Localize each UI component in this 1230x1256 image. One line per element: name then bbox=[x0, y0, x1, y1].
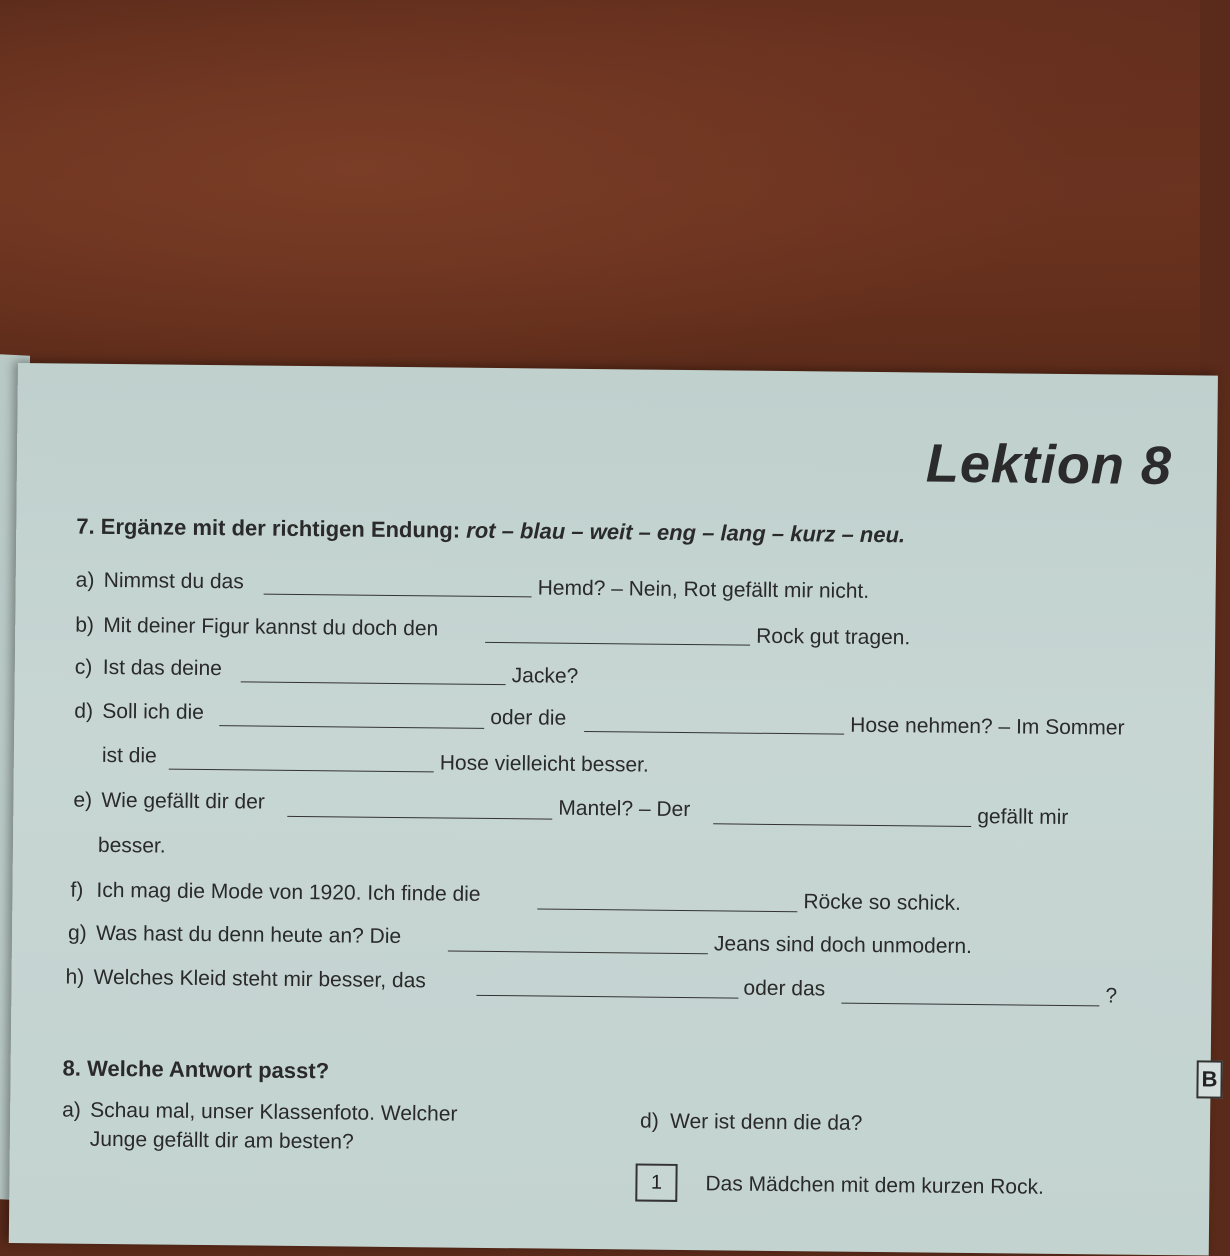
answer-blank-h2[interactable] bbox=[841, 1003, 1099, 1007]
item-b-text-2: Rock gut tragen. bbox=[756, 624, 911, 650]
item-d-text-2: oder die bbox=[490, 705, 567, 730]
item-8a-line-1: Schau mal, unser Klassenfoto. Welcher bbox=[90, 1098, 458, 1126]
item-e-text-1: Wie gefällt dir der bbox=[101, 788, 265, 814]
item-e-text-4: besser. bbox=[97, 833, 166, 858]
item-d-text-3: Hose nehmen? – Im Sommer bbox=[850, 713, 1125, 740]
exercise-7-heading bbox=[76, 514, 905, 549]
item-8d-label: d) bbox=[639, 1109, 659, 1133]
answer-blank-f[interactable] bbox=[537, 908, 797, 912]
lesson-title: Lektion 8 bbox=[925, 433, 1173, 497]
item-f-text-1: Ich mag die Mode von 1920. Ich finde die bbox=[96, 878, 481, 906]
item-8a-line-2: Junge gefällt dir am besten? bbox=[89, 1127, 354, 1154]
exercise-7-title: 7. Ergänze mit der richtigen Endung: bbox=[76, 513, 461, 543]
answer-blank-d2[interactable] bbox=[584, 731, 844, 735]
item-g-text-2: Jeans sind doch unmodern. bbox=[713, 932, 973, 959]
item-c-label: c) bbox=[74, 655, 93, 679]
item-f-text-2: Röcke so schick. bbox=[803, 890, 962, 915]
item-g-text-1: Was hast du denn heute an? Die bbox=[95, 921, 402, 949]
item-h-text-2: oder das bbox=[743, 976, 826, 1001]
answer-number-box[interactable]: 1 bbox=[635, 1164, 677, 1202]
exercise-8-title: 8. Welche Antwort passt? bbox=[62, 1055, 330, 1084]
item-d-text-1: Soll ich die bbox=[102, 699, 205, 724]
answer-blank-e2[interactable] bbox=[713, 823, 971, 827]
item-8d-question: Wer ist denn die da? bbox=[669, 1109, 863, 1135]
item-b-label: b) bbox=[75, 613, 95, 637]
side-marker-box: B bbox=[1196, 1060, 1222, 1098]
wooden-table-background bbox=[0, 0, 1200, 420]
item-h-text-3: ? bbox=[1105, 984, 1118, 1008]
answer-blank-d1[interactable] bbox=[219, 725, 484, 729]
item-c-text-1: Ist das deine bbox=[102, 655, 223, 681]
item-e-label: e) bbox=[73, 788, 93, 812]
item-e-text-2: Mantel? – Der bbox=[558, 796, 691, 822]
answer-blank-g[interactable] bbox=[448, 951, 708, 955]
item-b-text-1: Mit deiner Figur kannst du doch den bbox=[103, 613, 439, 641]
item-d-label: d) bbox=[74, 699, 94, 723]
answer-blank-h1[interactable] bbox=[476, 995, 738, 999]
item-a-text-2: Hemd? – Nein, Rot gefällt mir nicht. bbox=[537, 576, 870, 603]
item-g-label: g) bbox=[67, 921, 87, 945]
item-c-text-2: Jacke? bbox=[511, 664, 579, 688]
item-a-text-1: Nimmst du das bbox=[103, 568, 244, 594]
answer-blank-a[interactable] bbox=[264, 594, 532, 598]
item-e-text-3: gefällt mir bbox=[977, 805, 1069, 830]
item-h-label: h) bbox=[65, 965, 85, 989]
item-d-text-4: ist die bbox=[101, 743, 157, 768]
answer-blank-e1[interactable] bbox=[287, 816, 552, 820]
answer-1-text: Das Mädchen mit dem kurzen Rock. bbox=[705, 1172, 1045, 1199]
answer-blank-c[interactable] bbox=[241, 681, 506, 685]
answer-blank-d3[interactable] bbox=[169, 769, 434, 773]
workbook-page bbox=[9, 363, 1218, 1256]
item-d-text-5: Hose vielleicht besser. bbox=[439, 751, 649, 777]
item-f-label: f) bbox=[70, 878, 84, 902]
item-h-text-1: Welches Kleid steht mir besser, das bbox=[93, 965, 426, 993]
answer-blank-b[interactable] bbox=[485, 642, 750, 646]
item-8a-label: a) bbox=[62, 1098, 81, 1122]
exercise-7-word-list: rot – blau – weit – eng – lang – kurz – neu. bbox=[466, 517, 906, 548]
item-a-label: a) bbox=[75, 568, 95, 592]
